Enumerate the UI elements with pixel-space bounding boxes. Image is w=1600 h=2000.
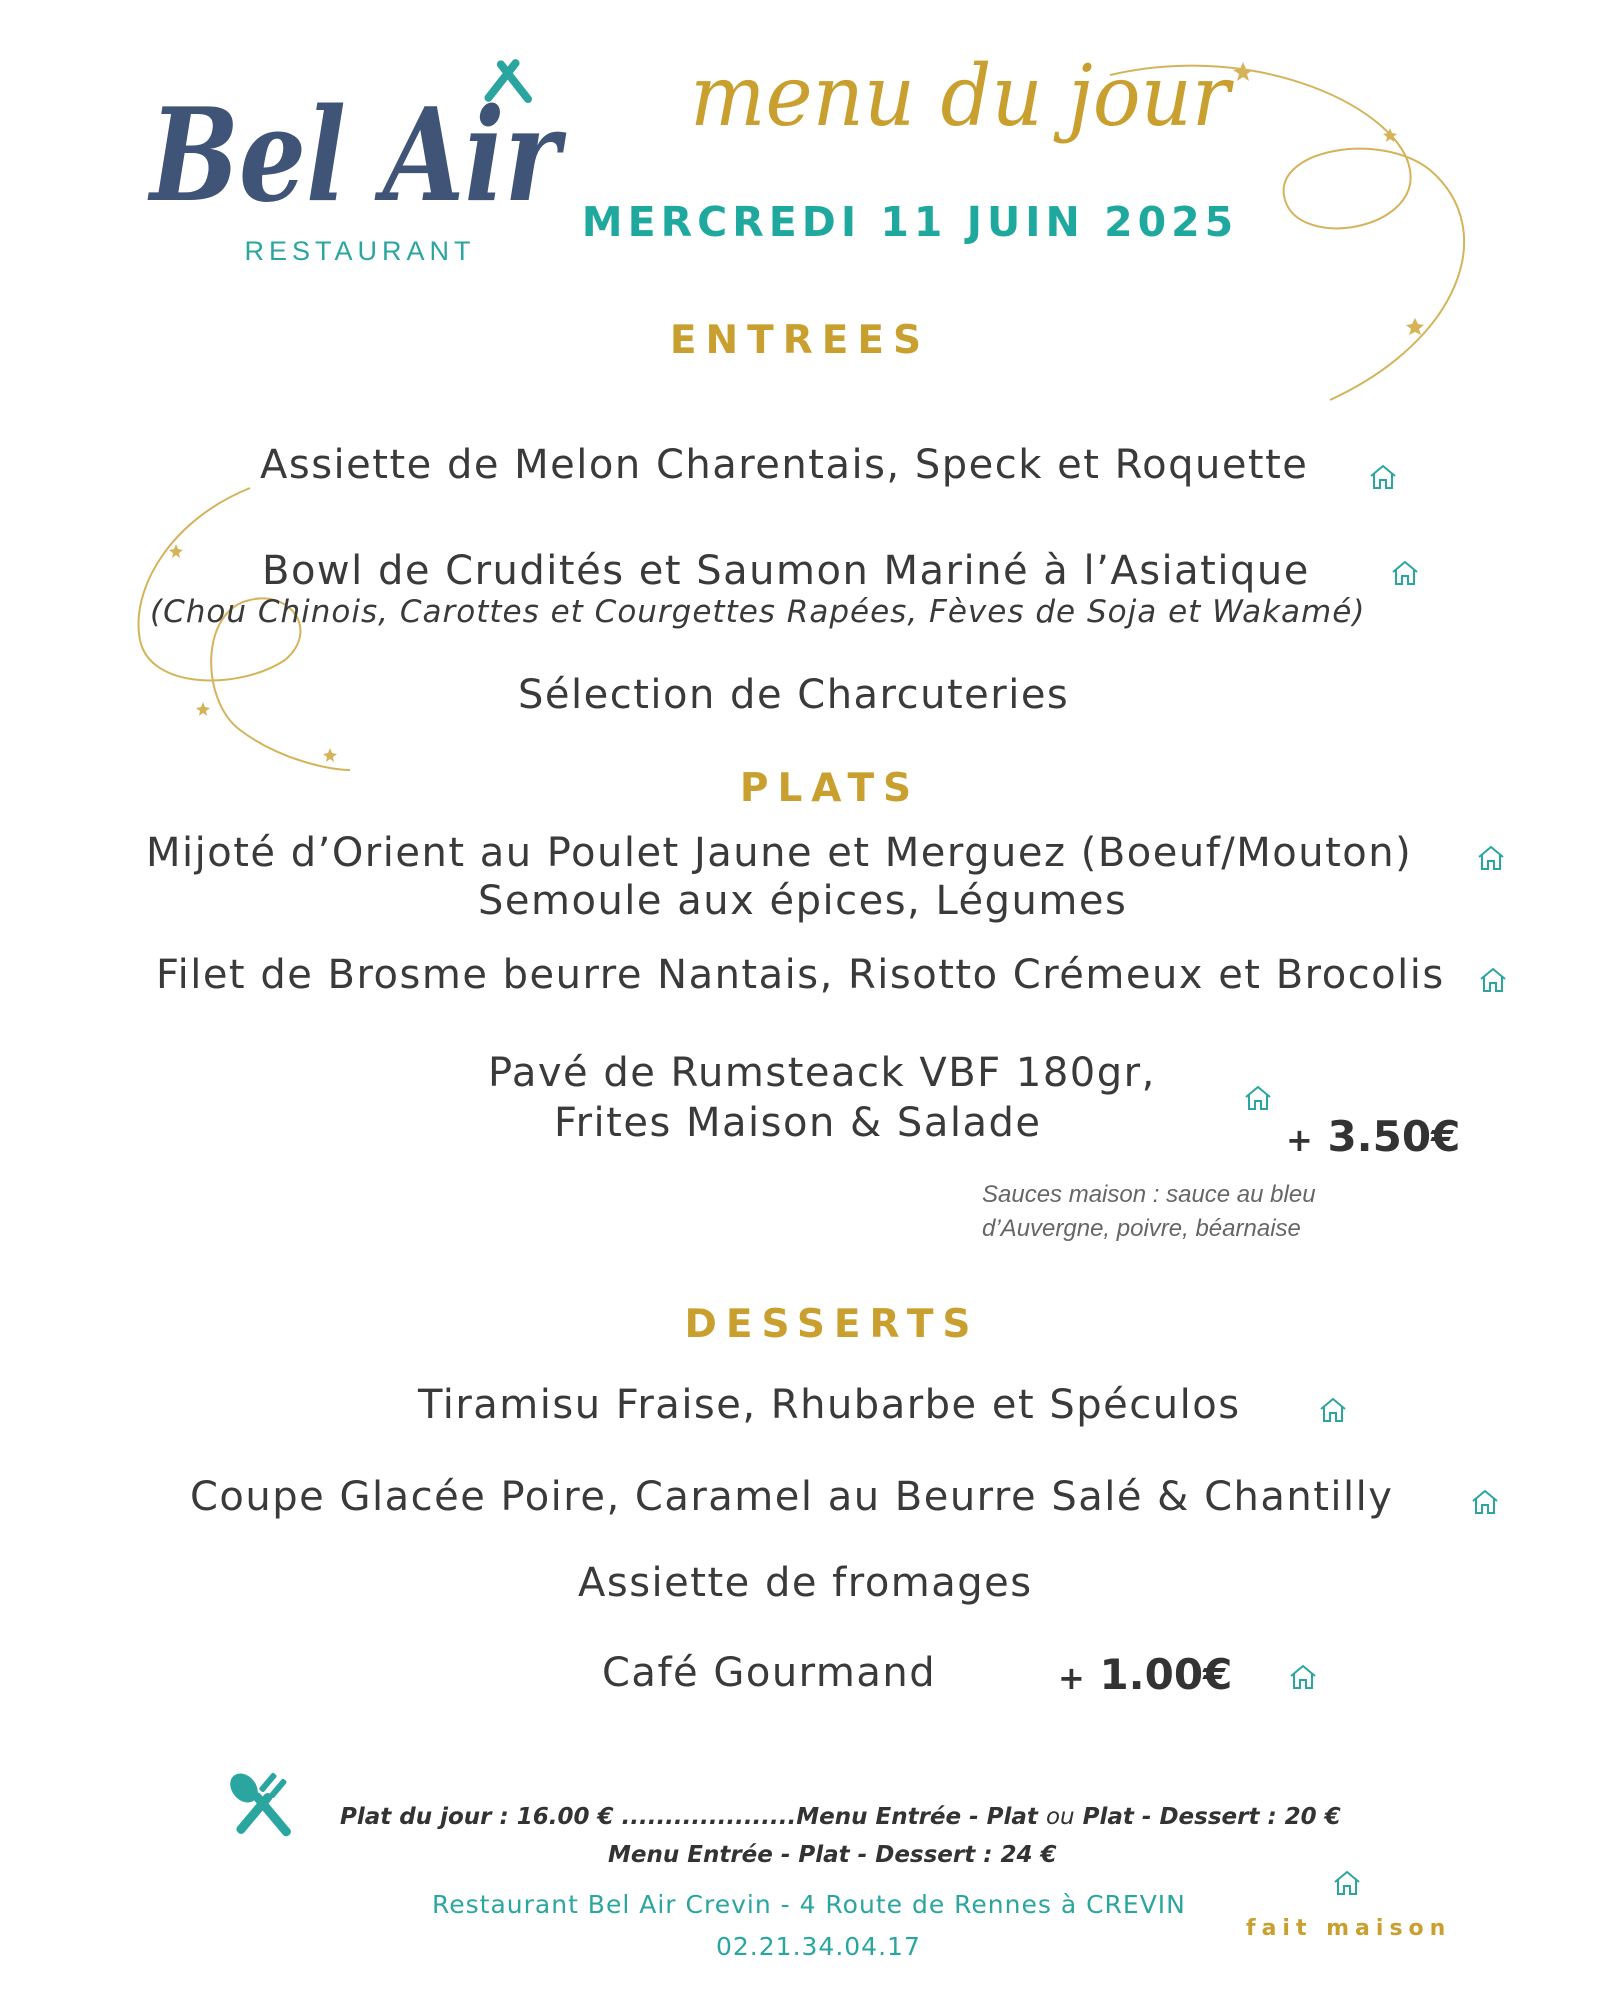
section-title-entrees: ENTREES <box>669 318 931 363</box>
title-script-text: menu du jour <box>690 47 1235 145</box>
footer-price-line-1 <box>340 1804 1341 1830</box>
menu-or: ou <box>1045 1804 1075 1830</box>
dish-entree-2-detail: (Chou Chinois, Carottes et Courgettes Rapées, Fèves de Soja et Wakamé) <box>150 594 1366 630</box>
supplement-price-rumsteack <box>1286 1112 1460 1161</box>
dish-dessert-3: Assiette de fromages <box>578 1560 1033 1606</box>
supplement-amount: 1.00€ <box>1099 1650 1233 1699</box>
fait-maison-legend-icon <box>1332 1868 1362 1898</box>
dish-entree-2: Bowl de Crudités et Saumon Mariné à l’Asiatique <box>262 548 1310 594</box>
star-3 <box>1406 318 1424 335</box>
dish-entree-1: Assiette de Melon Charentais, Speck et Roquette <box>260 442 1309 488</box>
star-5 <box>196 702 210 716</box>
section-title-desserts: DESSERTS <box>684 1302 980 1347</box>
restaurant-address: Restaurant Bel Air Crevin - 4 Route de Rennes à CREVIN <box>432 1890 1186 1919</box>
supplement-amount: 3.50€ <box>1327 1112 1461 1161</box>
dish-entree-3: Sélection de Charcuteries <box>518 672 1070 718</box>
dish-dessert-2: Coupe Glacée Poire, Caramel au Beurre Salé & Chantilly <box>190 1474 1394 1520</box>
fait-maison-icon <box>1318 1395 1348 1425</box>
sauces-line-2: d’Auvergne, poivre, béarnaise <box>982 1215 1301 1242</box>
plat-du-jour-price: Plat du jour : 16.00 € .................... <box>340 1804 797 1830</box>
dish-dessert-1: Tiramisu Fraise, Rhubarbe et Spéculos <box>418 1382 1241 1428</box>
fait-maison-icon <box>1476 843 1506 873</box>
menu-date: MERCREDI 11 JUIN 2025 <box>581 198 1239 246</box>
fait-maison-icon <box>1288 1662 1318 1692</box>
fait-maison-label: fait maison <box>1246 1916 1452 1941</box>
sauces-line-1: Sauces maison : sauce au bleu <box>982 1181 1316 1208</box>
supplement-plus: + <box>1286 1121 1313 1159</box>
supplement-price-cafe <box>1058 1650 1232 1699</box>
menu-du-jour-title <box>690 40 1250 180</box>
fait-maison-icon <box>1470 1487 1500 1517</box>
star-4 <box>169 544 183 558</box>
dish-plat-3-line2: Frites Maison & Salade <box>554 1100 1042 1146</box>
dish-dessert-4: Café Gourmand <box>602 1650 937 1696</box>
restaurant-phone: 02.21.34.04.17 <box>716 1932 921 1961</box>
sauces-note <box>982 1178 1316 1246</box>
dish-plat-1-line1: Mijoté d’Orient au Poulet Jaune et Merguez (Boeuf/Mouton) <box>146 830 1413 876</box>
logo-script-text: Bel Air <box>147 81 568 231</box>
menu-entree-plat: Menu Entrée - Plat <box>796 1804 1038 1830</box>
footer-price-line-2: Menu Entrée - Plat - Dessert : 24 € <box>608 1842 1057 1868</box>
logo-subtitle: RESTAURANT <box>244 236 476 266</box>
star-6 <box>323 748 337 762</box>
fait-maison-icon <box>1368 462 1398 492</box>
fork-knife-icon <box>222 1770 300 1848</box>
fait-maison-icon <box>1478 965 1508 995</box>
fait-maison-icon <box>1390 558 1420 588</box>
dish-plat-2: Filet de Brosme beurre Nantais, Risotto Crémeux et Brocolis <box>156 952 1445 998</box>
dish-plat-3-line1: Pavé de Rumsteack VBF 180gr, <box>488 1050 1156 1096</box>
menu-plat-dessert-price: Plat - Dessert : 20 € <box>1082 1804 1341 1830</box>
dish-plat-1-line2: Semoule aux épices, Légumes <box>478 878 1128 924</box>
section-title-plats: PLATS <box>739 766 921 811</box>
fait-maison-icon <box>1243 1083 1273 1113</box>
bel-air-logo <box>147 40 570 250</box>
supplement-plus: + <box>1058 1659 1085 1697</box>
